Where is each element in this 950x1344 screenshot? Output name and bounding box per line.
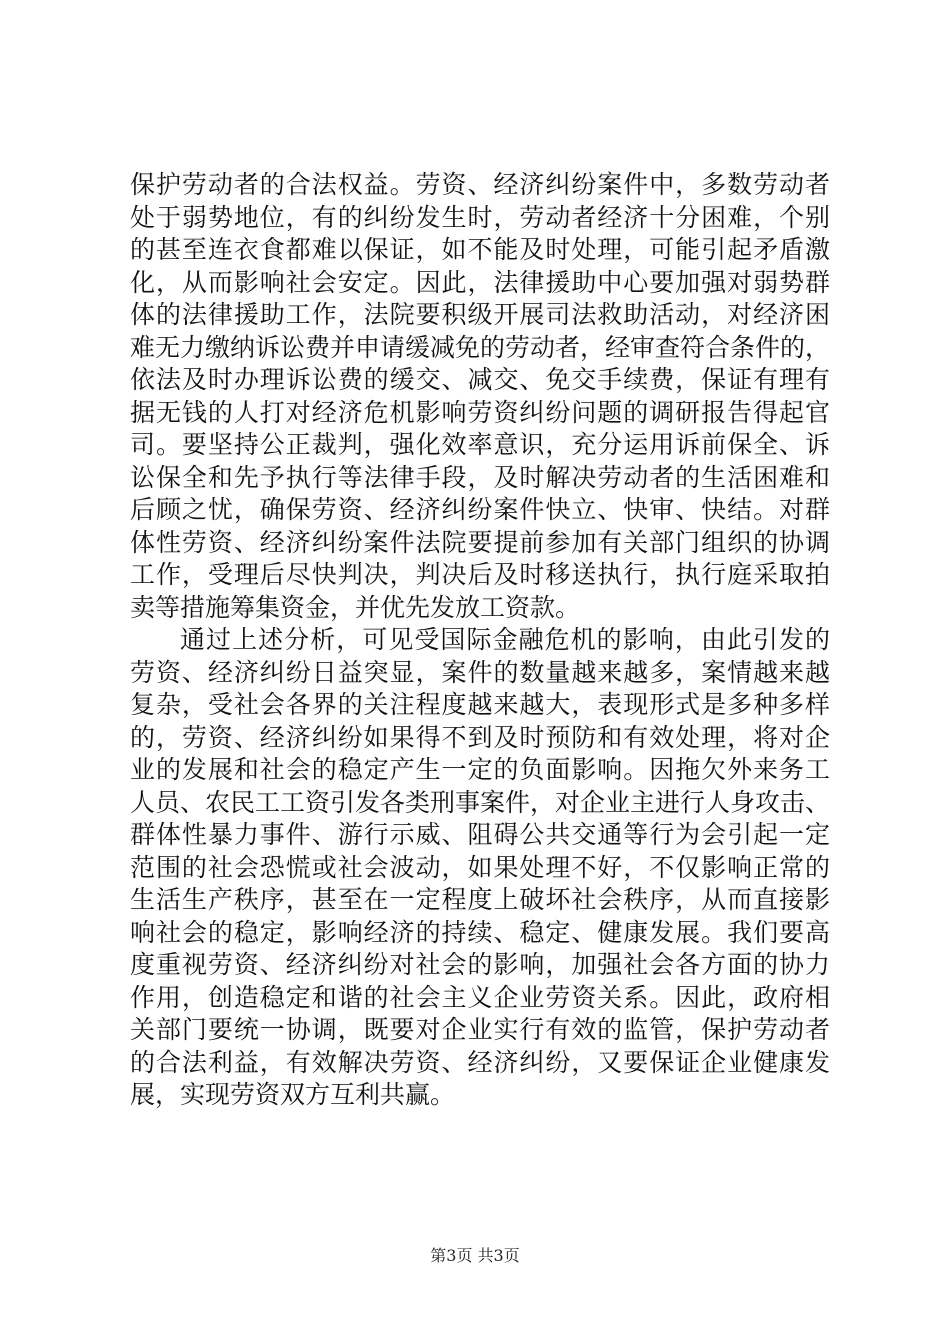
text-line: 依法及时办理诉讼费的缓交、减交、免交手续费，保证有理有 [130, 365, 830, 394]
text-line: 群体性暴力事件、游行示威、阻碍公共交通等行为会引起一定 [130, 820, 830, 849]
paragraph-1 [130, 169, 830, 624]
text-line: 司。要坚持公正裁判，强化效率意识，充分运用诉前保全、诉 [130, 430, 830, 459]
text-line: 工作，受理后尽快判决，判决后及时移送执行，执行庭采取拍 [130, 560, 830, 589]
page-footer [0, 1243, 950, 1266]
text-line: 关部门要统一协调，既要对企业实行有效的监管，保护劳动者 [130, 1015, 830, 1044]
text-line: 展，实现劳资双方互利共赢。 [130, 1080, 456, 1109]
text-line: 范围的社会恐慌或社会波动，如果处理不好，不仅影响正常的 [130, 852, 830, 882]
text-line: 作用，创造稳定和谐的社会主义企业劳资关系。因此，政府相 [130, 982, 830, 1012]
text-line: 的甚至连衣食都难以保证，如不能及时处理，可能引起矛盾激 [130, 235, 830, 264]
text-line: 化，从而影响社会安定。因此，法律援助中心要加强对弱势群 [130, 267, 830, 297]
text-line: 后顾之忧，确保劳资、经济纠纷案件快立、快审、快结。对群 [130, 495, 830, 524]
text-line: 难无力缴纳诉讼费并申请缓减免的劳动者，经审查符合条件的， [130, 332, 831, 362]
text-line: 通过上述分析，可见受国际金融危机的影响，由此引发的 [180, 625, 830, 654]
text-line: 生活生产秩序，甚至在一定程度上破坏社会秩序，从而直接影 [130, 885, 830, 914]
document-body [130, 169, 830, 1112]
text-line: 的，劳资、经济纠纷如果得不到及时预防和有效处理，将对企 [130, 722, 830, 752]
paragraph-2 [130, 624, 830, 1112]
text-line: 业的发展和社会的稳定产生一定的负面影响。因拖欠外来务工 [130, 755, 830, 784]
text-line: 劳资、经济纠纷日益突显，案件的数量越来越多，案情越来越 [130, 657, 830, 687]
text-line: 度重视劳资、经济纠纷对社会的影响，加强社会各方面的协力 [130, 950, 830, 979]
text-line: 卖等措施筹集资金，并优先发放工资款。 [130, 592, 581, 622]
text-line: 保护劳动者的合法权益。劳资、经济纠纷案件中，多数劳动者 [130, 170, 830, 199]
text-line: 响社会的稳定，影响经济的持续、稳定、健康发展。我们要高 [130, 917, 830, 947]
text-line: 处于弱势地位，有的纠纷发生时，劳动者经济十分困难，个别 [130, 202, 830, 232]
text-line: 的合法利益，有效解决劳资、经济纠纷，又要保证企业健康发 [130, 1047, 830, 1077]
text-line: 人员、农民工工资引发各类刑事案件，对企业主进行人身攻击、 [130, 787, 831, 817]
text-line: 体的法律援助工作，法院要积级开展司法救助活动，对经济困 [130, 300, 830, 329]
text-line: 复杂，受社会各界的关注程度越来越大，表现形式是多种多样 [130, 690, 830, 719]
text-line: 体性劳资、经济纠纷案件法院要提前参加有关部门组织的协调 [130, 527, 830, 557]
page-number-label: 第3页 共3页 [430, 1246, 520, 1265]
text-line: 讼保全和先予执行等法律手段，及时解决劳动者的生活困难和 [130, 462, 830, 492]
text-line: 据无钱的人打对经济危机影响劳资纠纷问题的调研报告得起官 [130, 397, 830, 427]
